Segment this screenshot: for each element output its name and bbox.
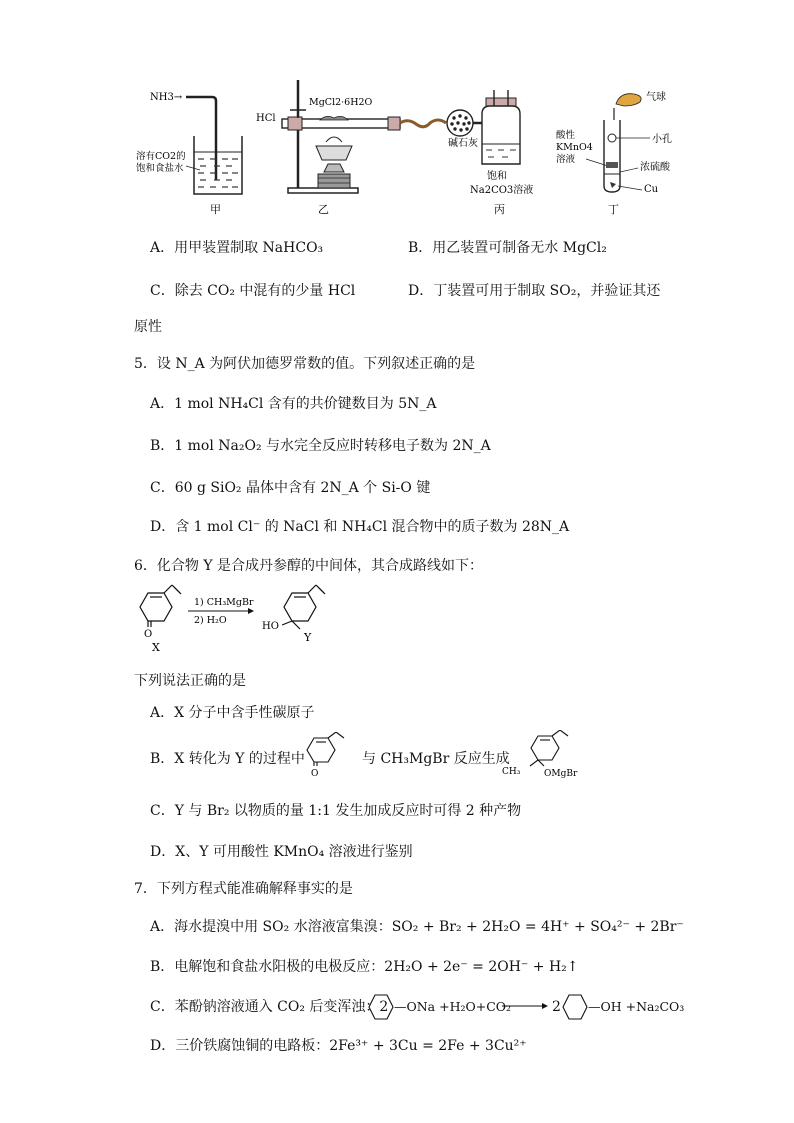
q7-option-c-products: —OH +Na₂CO₃ bbox=[588, 999, 685, 1014]
q4-option-d-line2: 原性 bbox=[134, 319, 162, 335]
ding-balloon-label: 气球 bbox=[646, 92, 666, 103]
yi-caption: 乙 bbox=[318, 203, 329, 216]
compound-x-label: X bbox=[152, 641, 160, 654]
q7-stem: 7．下列方程式能准确解释事实的是 bbox=[134, 881, 353, 897]
q6-option-b-prefix: B．X 转化为 Y 的过程中 bbox=[150, 751, 305, 767]
q7-option-b: B．电解饱和食盐水阳极的电极反应：2H₂O + 2e⁻ = 2OH⁻ + H₂↑ bbox=[150, 959, 579, 975]
q4-option-a: A．用甲装置制取 NaHCO₃ bbox=[150, 240, 324, 256]
jia-gas-label: NH3→ bbox=[150, 92, 183, 103]
reaction-arrow bbox=[502, 996, 548, 1016]
synthesis-route-drawing bbox=[130, 585, 370, 665]
compound-y-structure bbox=[282, 585, 325, 629]
ding-hole-label: 小孔 bbox=[652, 134, 672, 145]
apparatus-drawing bbox=[130, 80, 690, 220]
q7-option-d: D．三价铁腐蚀铜的电路板：2Fe³⁺ + 3Cu = 2Fe + 3Cu²⁺ bbox=[150, 1038, 527, 1054]
jia-note-1: 溶有CO2的 bbox=[136, 151, 186, 162]
apparatus-figure bbox=[130, 80, 690, 220]
yi-absorber-label: 碱石灰 bbox=[448, 138, 478, 149]
q6-option-b-middle: 与 CH₃MgBr 反应生成 bbox=[362, 751, 510, 767]
ding-metal-label: Cu bbox=[644, 184, 659, 195]
q6-stem: 6．化合物 Y 是合成丹参醇的中间体，其合成路线如下： bbox=[134, 558, 484, 574]
apparatus-ding bbox=[556, 90, 672, 216]
reagent-step-1: 1) CH₃MgBr bbox=[194, 597, 254, 608]
ding-reagent-1: 酸性 bbox=[556, 130, 576, 141]
apparatus-yi bbox=[256, 80, 482, 216]
jia-note-2: 饱和食盐水 bbox=[136, 163, 184, 174]
q4-option-c: C．除去 CO₂ 中混有的少量 HCl bbox=[150, 283, 356, 299]
compound-x-structure bbox=[140, 585, 181, 627]
q5-stem: 5．设 N_A 为阿伏加德罗常数的值。下列叙述正确的是 bbox=[134, 356, 476, 372]
q5-option-d: D．含 1 mol Cl⁻ 的 NaCl 和 NH₄Cl 混合物中的质子数为 28N_A bbox=[150, 519, 570, 535]
q6-option-d: D．X、Y 可用酸性 KMnO₄ 溶液进行鉴别 bbox=[150, 844, 413, 860]
reagent-step-2: 2) H₂O bbox=[194, 615, 227, 626]
bing-solution-1: 饱和 bbox=[487, 171, 507, 182]
q6-sub-stem: 下列说法正确的是 bbox=[134, 673, 246, 689]
q4-option-d-line1: D．丁装置可用于制取 SO₂，并验证其还 bbox=[408, 283, 661, 299]
q5-option-c: C．60 g SiO₂ 晶体中含有 2N_A 个 Si-O 键 bbox=[150, 480, 431, 496]
ding-caption: 丁 bbox=[608, 203, 619, 216]
q6-option-b bbox=[150, 730, 600, 780]
q5-option-b: B．1 mol Na₂O₂ 与水完全反应时转移电子数为 2N_A bbox=[150, 438, 491, 454]
option-b-x-structure bbox=[304, 732, 364, 778]
option-b-oxygen: O bbox=[311, 769, 319, 778]
ding-acid-label: 浓硫酸 bbox=[640, 162, 670, 173]
q4-option-b: B．用乙装置可制备无水 MgCl₂ bbox=[408, 240, 607, 256]
q7-option-c-prefix: C．苯酚钠溶液通入 CO₂ 后变浑浊：2 bbox=[150, 999, 389, 1015]
bing-solution-2: Na2CO3溶液 bbox=[470, 185, 534, 196]
yi-gas-label: HCl bbox=[256, 113, 276, 124]
apparatus-jia bbox=[136, 92, 242, 216]
q7-option-c-coefficient: 2 bbox=[552, 999, 561, 1015]
product-methyl: CH₃ bbox=[502, 767, 521, 777]
yi-salt-label: MgCl2·6H2O bbox=[309, 97, 373, 108]
apparatus-bing bbox=[470, 90, 533, 216]
q7-option-a: A．海水提溴中用 SO₂ 水溶液富集溴：SO₂ + Br₂ + 2H₂O = 4H⁺ + SO₄²⁻ + 2Br⁻ bbox=[150, 919, 684, 935]
q6-option-c: C．Y 与 Br₂ 以物质的量 1:1 发生加成反应时可得 2 种产物 bbox=[150, 803, 522, 819]
y-hydroxyl: HO bbox=[262, 621, 279, 632]
q5-option-a: A．1 mol NH₄Cl 含有的共价键数目为 5N_A bbox=[150, 396, 437, 412]
ding-reagent-3: 溶液 bbox=[556, 154, 576, 165]
q6-synthesis-scheme bbox=[130, 585, 370, 665]
bing-caption: 丙 bbox=[494, 203, 505, 216]
product-omgbr: OMgBr bbox=[544, 769, 578, 779]
ding-reagent-2: KMnO4 bbox=[556, 142, 593, 153]
jia-caption: 甲 bbox=[210, 203, 221, 216]
q7-option-c-reactants: —ONa +H₂O+CO₂ bbox=[394, 999, 512, 1014]
q7-option-c bbox=[150, 992, 685, 1022]
x-oxygen: O bbox=[144, 629, 153, 640]
compound-y-label: Y bbox=[304, 631, 312, 644]
option-b-product-structure bbox=[502, 730, 602, 780]
q6-option-a: A．X 分子中含手性碳原子 bbox=[150, 705, 315, 721]
